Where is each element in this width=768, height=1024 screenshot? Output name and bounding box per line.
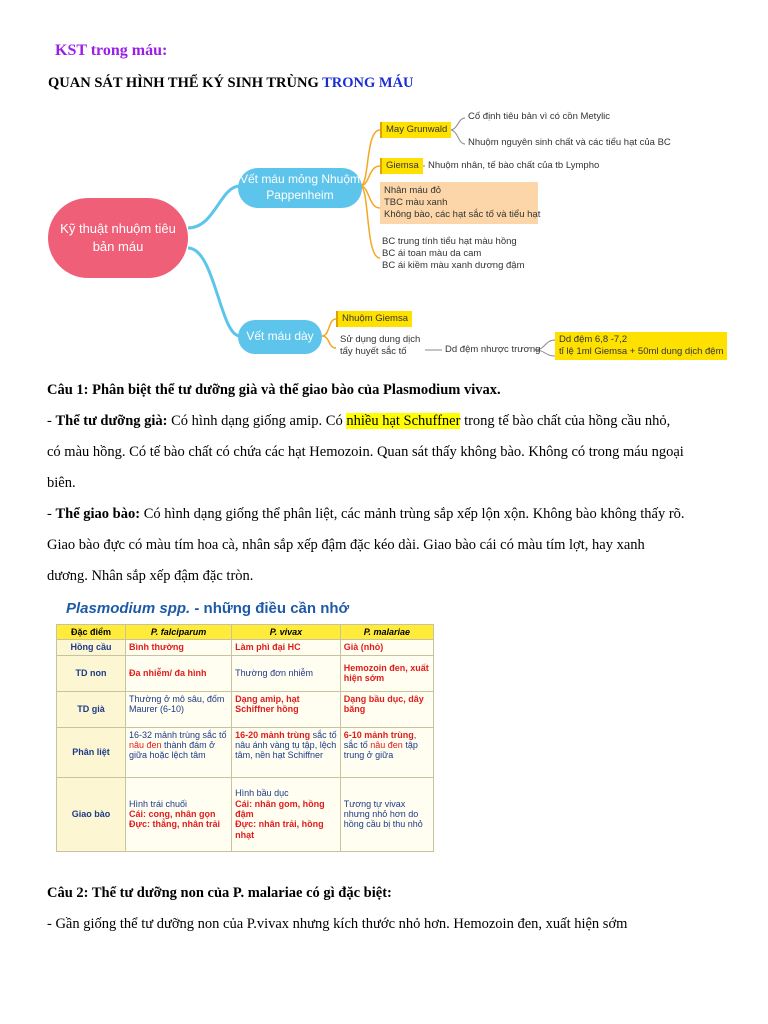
stain-result-3: Không bào, các hạt sắc tố và tiểu hạt: [384, 208, 541, 220]
cell-text-red: Đực: nhân trải, hồng nhạt: [235, 819, 324, 840]
cell-text: tập trung ở giữa: [343, 740, 418, 761]
table-header-cell: P. falciparum: [126, 625, 232, 640]
table-cell: Đa nhiễm/ đa hình: [126, 655, 232, 691]
row-header: TD non: [57, 655, 126, 691]
q1-text-1b: trong tế bào chất của hồng cầu nhỏ, có màu hồng. Có tế bào chất có chứa các hạt Hemozoin. Quan sát thấy không bào. Không có trong máu ngoại biên.: [47, 413, 684, 491]
cell-text: Hình bầu dục: [235, 788, 289, 799]
thin-smear-node: Vết máu mỏng Nhuộm Pappenheim: [238, 168, 362, 208]
wbc-colors: [382, 236, 525, 272]
cell-text: , sắc tố: [343, 729, 417, 751]
table-row: [57, 655, 434, 691]
table-cell: Làm phì đại HC: [232, 640, 341, 655]
table-row: [57, 727, 434, 777]
buffer-note: Dd đệm nhược trương: [445, 344, 541, 355]
table-cell: [232, 777, 341, 851]
q1-text-1a: Có hình dạng giống amip. Có: [167, 413, 347, 429]
stain-result-1: Nhân máu đỏ: [384, 185, 442, 196]
cell-text-red: 16-20 mảnh trùng: [235, 729, 311, 740]
cell-text: sắc tố nâu ánh vàng tụ tập, lệch tâm, nền hạt Schiffner: [235, 729, 337, 761]
question-2-title: Câu 2: Thể tư dưỡng non của P. malariae có gì đặc biệt:: [47, 885, 392, 901]
row-header: Hồng cầu: [57, 640, 126, 655]
question-2: [47, 878, 707, 940]
row-header: Phân liệt: [57, 727, 126, 777]
thick-smear-node: Vết máu dày: [238, 320, 322, 354]
q1-term-1: Thể tư dưỡng già:: [55, 413, 168, 429]
question-1-title: Câu 1: Phân biệt thể tư dưỡng già và thể giao bào của Plasmodium vivax.: [47, 382, 501, 398]
table-cell: [232, 727, 341, 777]
plasmodium-table: [56, 624, 434, 852]
question-1: [47, 375, 687, 592]
title-part-2: TRONG MÁU: [322, 75, 414, 91]
table-row: [57, 691, 434, 727]
table-header-row: [57, 625, 434, 640]
table-header-cell: P. vivax: [232, 625, 341, 640]
plasmodium-table-image: [48, 600, 440, 840]
cell-text: thành đám ở giữa hoặc lệch tâm: [129, 740, 215, 761]
title-part-1: QUAN SÁT HÌNH THỂ KÝ SINH TRÙNG: [48, 75, 323, 91]
hemolysis-line-1: Sử dụng dung dịch: [340, 334, 421, 345]
giemsa-note: Nhuộm nhân, tế bào chất của tb Lympho: [428, 160, 600, 171]
cell-text-red: nâu đen: [129, 740, 162, 751]
mg-note-2: Nhuộm nguyên sinh chất và các tiểu hạt của BC: [468, 137, 671, 148]
q1-highlight: nhiều hạt Schuffner: [346, 413, 461, 429]
row-header: TD già: [57, 691, 126, 727]
table-cell: Dạng amip, hạt Schiffner hồng: [232, 691, 341, 727]
table-title: [66, 600, 349, 617]
table-title-italic: Plasmodium spp.: [66, 600, 191, 617]
cell-text-red: Đực: thẳng, nhân trải: [129, 819, 221, 830]
stain-result-2: TBC màu xanh: [384, 196, 448, 208]
wbc-color-2: BC ái toan màu da cam: [382, 247, 482, 259]
table-cell: Hemozoin đen, xuất hiện sớm: [340, 655, 433, 691]
cell-text: 16-32 mảnh trùng sắc tố: [129, 729, 227, 740]
table-header-cell: Đặc điểm: [57, 625, 126, 640]
cell-text-red: Cái: nhân gom, hồng đậm: [235, 798, 325, 820]
table-cell: Thường ở mô sâu, đốm Maurer (6-10): [126, 691, 232, 727]
table-cell: Già (nhỏ): [340, 640, 433, 655]
table-header-cell: P. malariae: [340, 625, 433, 640]
q1-text-2: Có hình dạng giống thể phân liệt, các mảnh trùng sắp xếp lộn xộn. Không bào không thấy rõ. Giao bào đực có màu tím hoa cà, nhân sắp xếp đậm đặc kéo dài. Giao bào cái có màu tím lợt, hay xanh dương. Nhân sắp xếp đậm đặc tròn.: [47, 506, 685, 584]
nhuom-giemsa-label: Nhuộm Giemsa: [336, 311, 412, 327]
q1-paragraph-2: - Thể giao bào: Có hình dạng giống thể phân liệt, các mảnh trùng sắp xếp lộn xộn. Không bào không thấy rõ. Giao bào đực có màu tím hoa cà, nhân sắp xếp đậm đặc kéo dài. Giao bào cái có màu tím lợt, hay xanh dương. Nhân sắp xếp đậm đặc tròn.: [47, 506, 685, 584]
table-cell: Bình thường: [126, 640, 232, 655]
cell-text-red: 6-10 mảnh trùng: [343, 729, 414, 740]
wbc-color-1: BC trung tính tiểu hạt màu hồng: [382, 236, 517, 247]
giemsa-label: Giemsa: [380, 158, 423, 174]
cell-text-red: nâu đen: [370, 740, 403, 751]
buffer-ph: Dd đệm 6,8 -7,2: [559, 334, 628, 345]
q1-term-2: Thể giao bào:: [55, 506, 141, 522]
q1-paragraph-1: - Thể tư dưỡng già: Có hình dạng giống amip. Có nhiều hạt Schuffner trong tế bào chất của hồng cầu nhỏ, có màu hồng. Có tế bào chất có chứa các hạt Hemozoin. Quan sát thấy không bào. Không có trong máu ngoại biên.: [47, 413, 684, 491]
wbc-color-3: BC ái kiềm màu xanh dương đậm: [382, 259, 525, 271]
buffer-ratio-box: [555, 332, 727, 360]
table-cell: Tương tự vivax nhưng nhỏ hơn do hồng cầu bị thu nhỏ: [340, 777, 433, 851]
hemolysis-note: [340, 334, 420, 358]
table-row: [57, 640, 434, 655]
giemsa-ratio: tỉ lệ 1ml Giemsa + 50ml dung dịch đệm: [559, 345, 724, 357]
root-node: Kỹ thuật nhuộm tiêu bản máu: [48, 198, 188, 278]
page-title: [48, 75, 414, 92]
hemolysis-line-2: tẩy huyết sắc tố: [340, 345, 407, 357]
row-header: Giao bào: [57, 777, 126, 851]
table-cell: [340, 727, 433, 777]
table-title-rest: - những điều cần nhớ: [190, 600, 350, 617]
mg-note-1: Cố định tiêu bản vì có cồn Metylic: [468, 111, 611, 122]
table-row: [57, 777, 434, 851]
table-cell: [126, 777, 232, 851]
cell-text: Hình trái chuối: [129, 798, 188, 809]
table-cell: [126, 727, 232, 777]
table-cell: Thường đơn nhiễm: [232, 655, 341, 691]
staining-mindmap: [40, 108, 740, 373]
q2-paragraph: - Gần giống thể tư dưỡng non của P.vivax nhưng kích thước nhỏ hơn. Hemozoin đen, xuất hiện sớm: [47, 916, 628, 932]
may-grunwald-label: May Grunwald: [380, 122, 451, 138]
table-cell: Dạng bầu dục, dây băng: [340, 691, 433, 727]
section-heading: KST trong máu:: [55, 42, 168, 59]
cell-text-red: Cái: cong, nhân gọn: [129, 809, 216, 820]
stain-result-box: [380, 182, 541, 224]
